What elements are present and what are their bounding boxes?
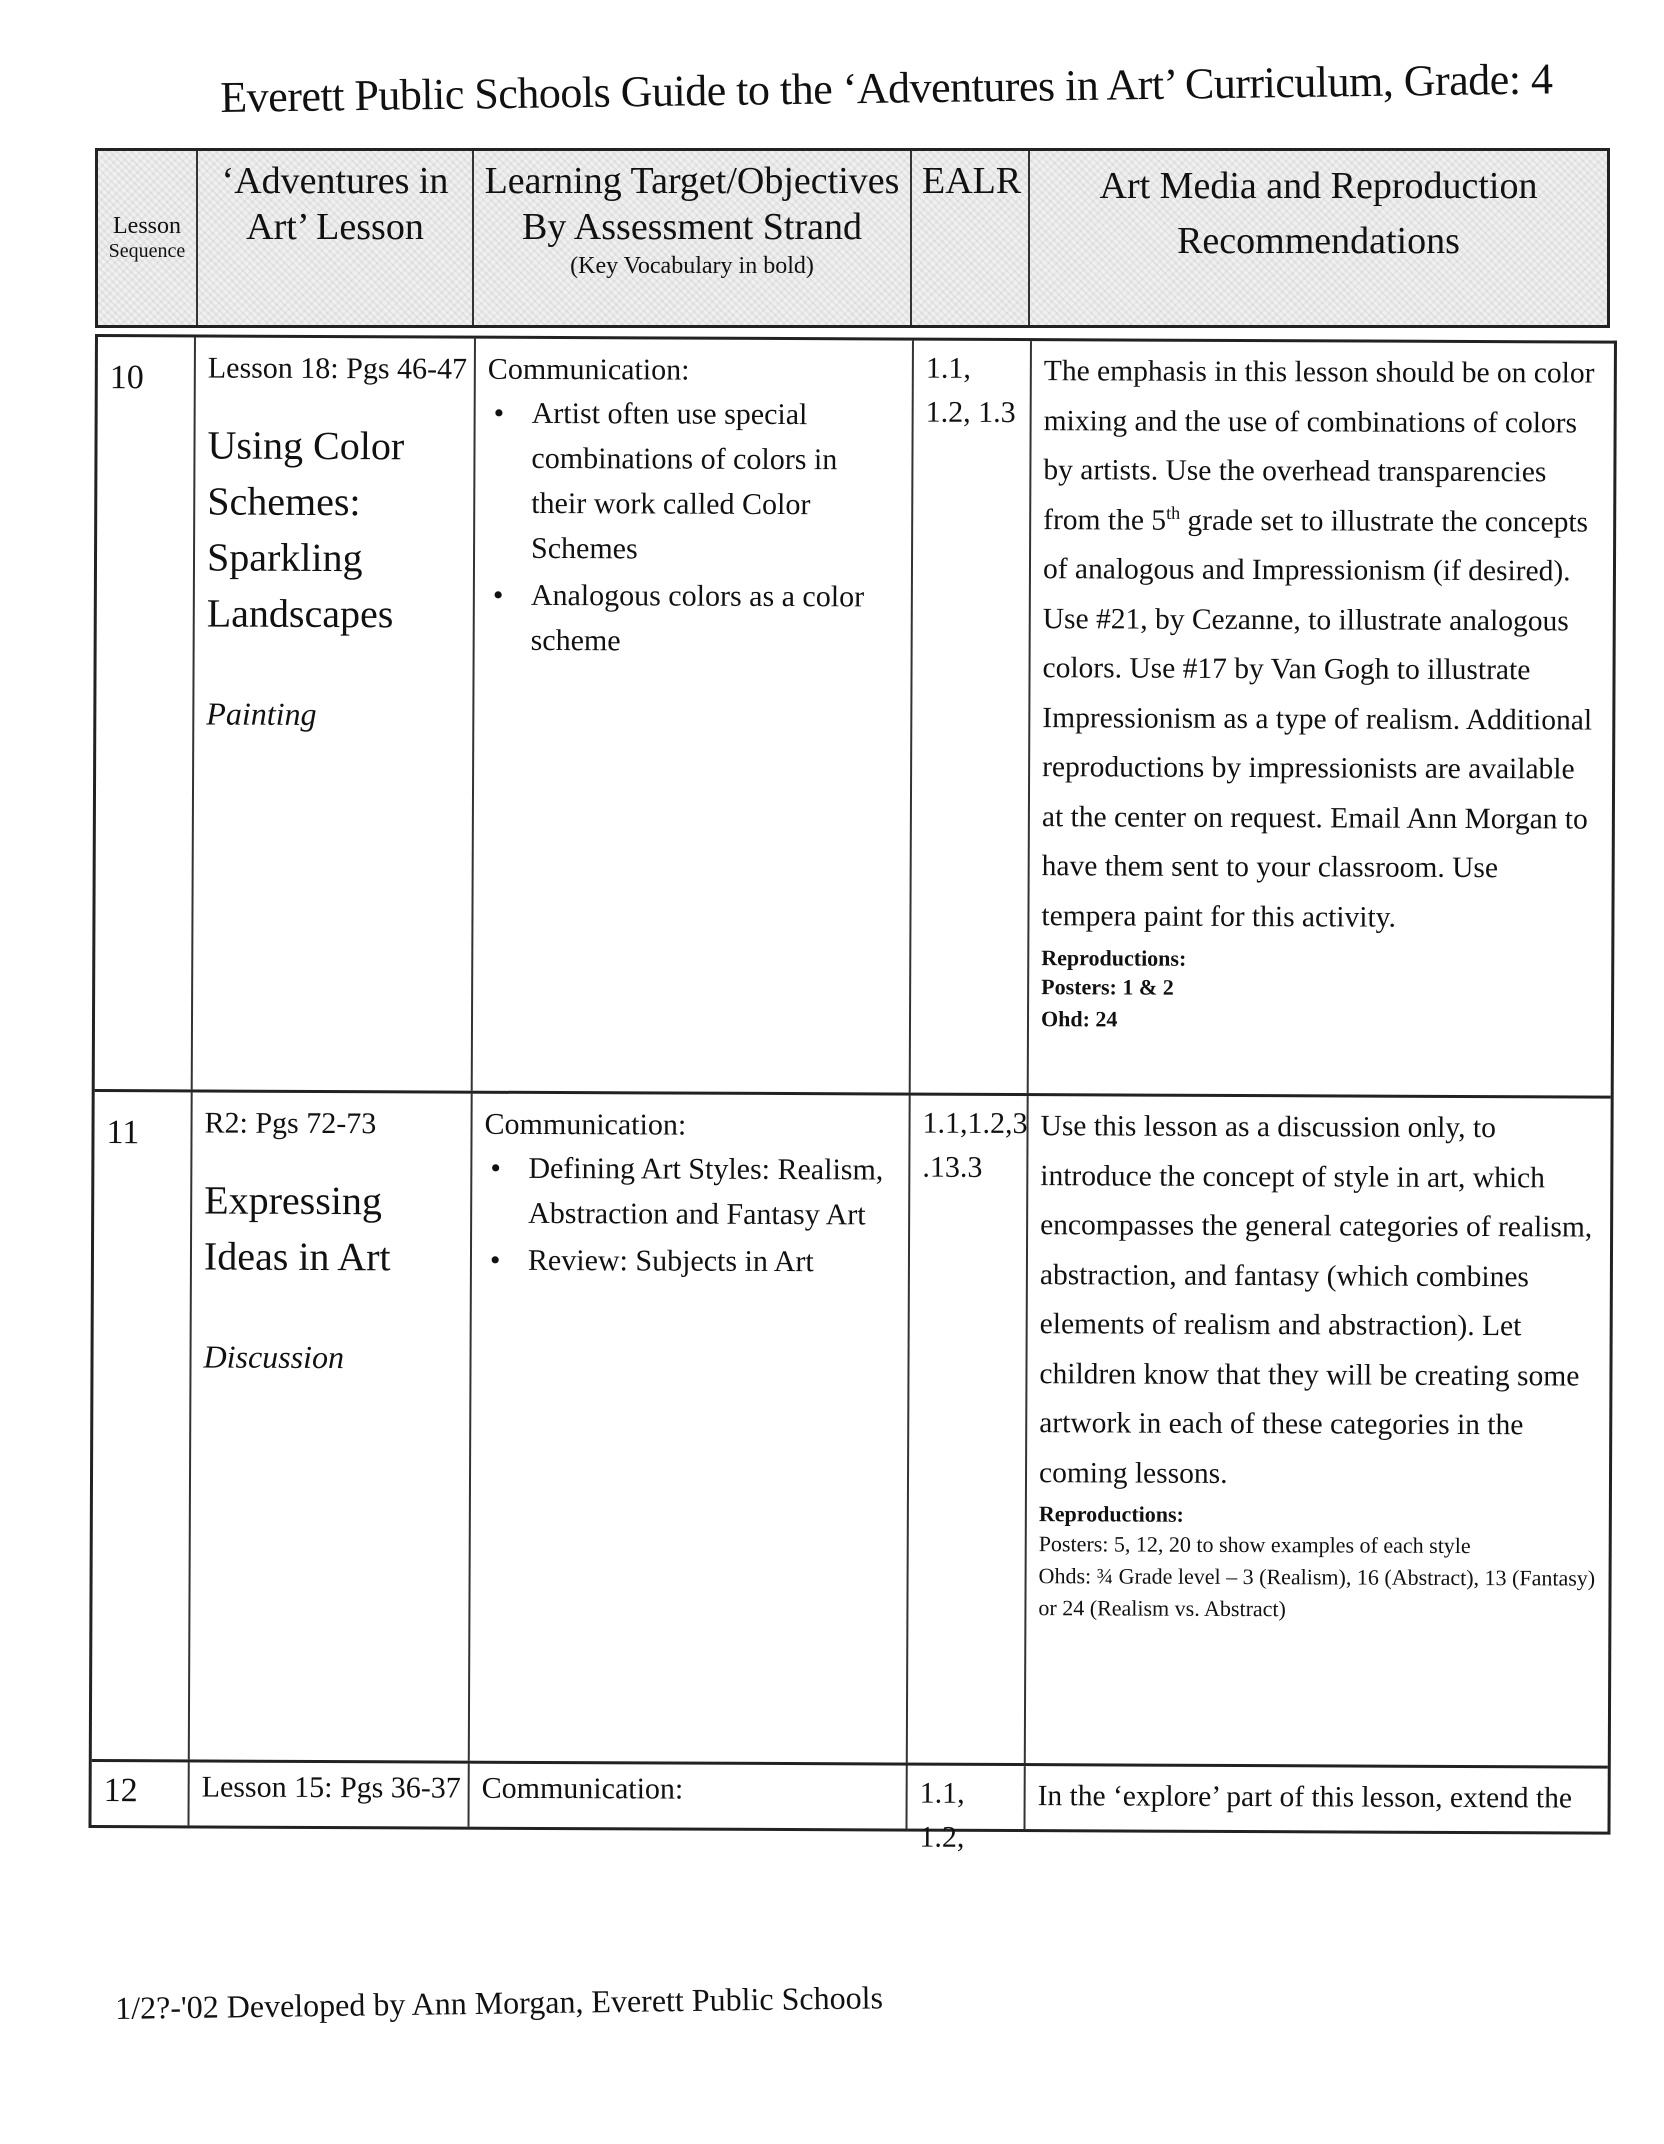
list-item: • Artist often use special combinations of colors in their work called Color Schemes [531, 391, 900, 573]
reproduction-line: Posters: 1 & 2 [1041, 974, 1174, 1000]
header-target-line3: (Key Vocabulary in bold) [570, 253, 814, 280]
header-seq-line2: Sequence [108, 240, 186, 263]
learning-target-cell [469, 1764, 907, 1829]
header-target-line2: By Assessment Strand [522, 205, 862, 248]
header-ealr: EALR [912, 151, 1030, 325]
table-header [95, 148, 1610, 328]
lesson-name: Expressing Ideas in Art [203, 1177, 391, 1280]
page-footer: 1/2?-'02 Developed by Ann Morgan, Everett Public Schools [115, 1979, 884, 2026]
reproductions-heading: Reproductions: [1041, 944, 1187, 971]
lesson-type: Painting [206, 695, 317, 732]
header-media-line1: Art Media and Reproduction [1099, 165, 1538, 207]
assessment-strand: Communication: [487, 352, 690, 387]
objective-list [484, 1146, 897, 1285]
lesson-table [88, 334, 1617, 1854]
art-media-cell [1026, 1096, 1611, 1766]
reproduction-line: Posters: 5, 12, 20 to show examples of each style [1038, 1531, 1471, 1558]
objective-list [487, 391, 900, 665]
lesson-cell [190, 1092, 473, 1760]
learning-target-cell [470, 1094, 911, 1763]
reproductions-heading: Reproductions: [1038, 1501, 1184, 1528]
art-media-cell [1029, 341, 1614, 1096]
learning-target-cell [473, 339, 914, 1093]
table-row [92, 1092, 1611, 1769]
ealr-cell: 1.1,1.2,3 .13.3 [908, 1096, 1029, 1764]
list-item: • Analogous colors as a color scheme [531, 573, 899, 665]
list-item: • Review: Subjects in Art [528, 1238, 896, 1285]
header-lesson [198, 151, 474, 325]
lesson-cell [193, 337, 476, 1090]
media-text: The emphasis in this lesson should be on color mixing and the use of combinations of colors by artists. Use the overhead transparencies from the 5 [1043, 355, 1595, 537]
page-title: Everett Public Schools Guide to the ‘Adventures in Art’ Curriculum, Grade: 4 [220, 54, 1553, 122]
ealr-cell: 1.1, 1.2, 1.3 [911, 341, 1032, 1094]
header-art-media [1030, 151, 1607, 325]
media-text-cont: grade set to illustrate the concepts of analogous and Impressionism (if desired). Use #21, by Cezanne, to illustrate analogous colors. Use #17 by Van Gogh to illustrate Impressionism as a type of realism. Additional reproductions by impressionists are available at the center on request. Email Ann Morgan to have them sent to your classroom. Use tempera paint for this activity. [1041, 504, 1593, 934]
media-recommendation [1041, 347, 1602, 944]
table-row [95, 337, 1614, 1099]
lesson-sequence-cell: 12 [91, 1762, 189, 1825]
header-lesson-line2: Art’ Lesson [246, 205, 424, 248]
ealr-cell: 1.1, 1.2, [907, 1766, 1025, 1830]
lesson-cell [189, 1762, 469, 1826]
table-row [91, 1762, 1607, 1854]
header-learning-target [474, 151, 912, 325]
media-recommendation: Use this lesson as a discussion only, to introduce the concept of style in art, which encompasses the general categories of realism, abstraction, and fantasy (which combines elements of realism and abstraction). Let children know that they will be creating some artwork in each of these categories in the coming lessons. [1038, 1110, 1593, 1490]
lesson-type: Discussion [203, 1338, 345, 1376]
header-media-line2: Recommendations [1177, 220, 1460, 263]
media-recommendation: In the ‘explore’ part of this lesson, extend the [1037, 1780, 1573, 1815]
reproduction-line: Ohds: ¾ Grade level – 3 (Realism), 16 (Abstract), 13 (Fantasy) or 24 (Realism vs. Abstract) [1038, 1562, 1596, 1621]
lesson-name: Using Color Schemes: Sparkling Landscapes [206, 422, 405, 637]
list-item: • Defining Art Styles: Realism, Abstraction and Fantasy Art [528, 1146, 896, 1238]
header-seq-line1: Lesson [113, 212, 181, 239]
art-media-cell [1025, 1766, 1607, 1832]
lesson-reference: R2: Pgs 72-73 [204, 1106, 377, 1141]
header-lesson-line1: ‘Adventures in [221, 160, 449, 202]
superscript: th [1166, 502, 1181, 523]
lesson-reference: Lesson 18: Pgs 46-47 [207, 351, 468, 386]
reproduction-line: Ohd: 24 [1040, 1006, 1118, 1032]
header-lesson-sequence [98, 151, 198, 325]
header-target-line1: Learning Target/Objectives [484, 160, 900, 202]
assessment-strand: Communication: [484, 1107, 687, 1142]
lesson-sequence-cell: 11 [92, 1092, 193, 1759]
assessment-strand: Communication: [481, 1771, 684, 1806]
lesson-sequence-cell: 10 [95, 337, 196, 1089]
lesson-reference: Lesson 15: Pgs 36-37 [201, 1770, 461, 1805]
